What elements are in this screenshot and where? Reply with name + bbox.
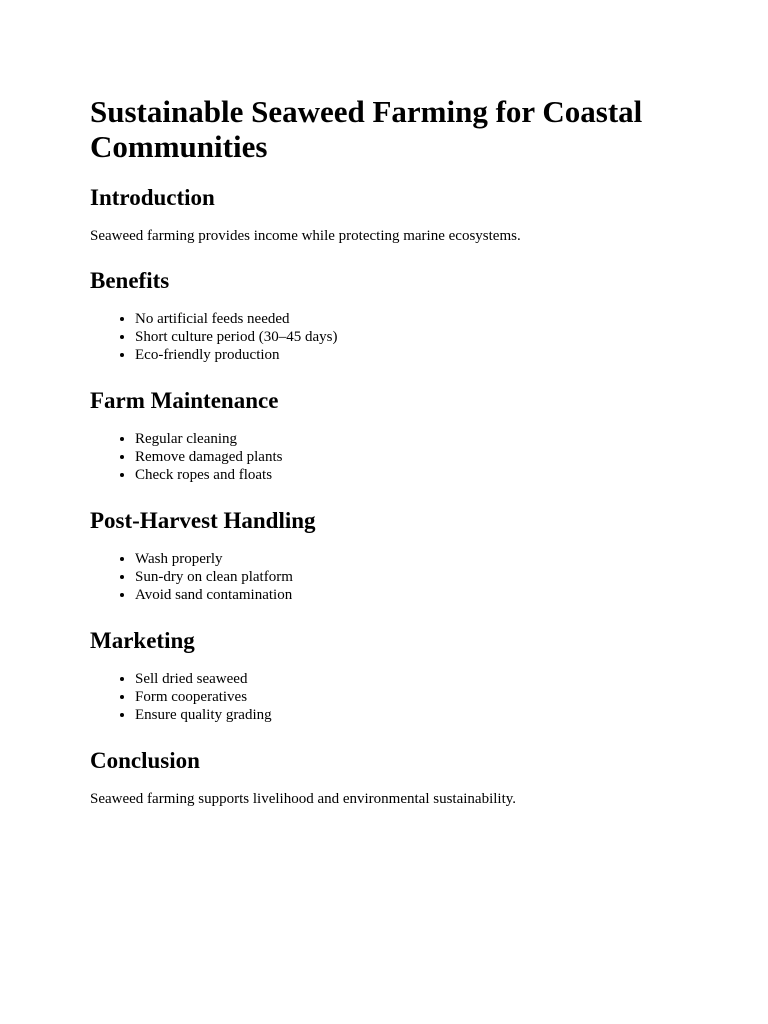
list-item: • Check ropes and floats	[135, 466, 678, 484]
section-heading: Benefits	[90, 268, 170, 293]
section-marketing	[90, 627, 678, 724]
section-heading: Post-Harvest Handling	[90, 508, 316, 533]
list-item: • Eco-friendly production	[135, 346, 678, 364]
section-conclusion	[90, 747, 678, 808]
section-heading: Conclusion	[90, 748, 200, 773]
list-item: • Short culture period (30–45 days)	[135, 328, 678, 346]
list-item: • Wash properly	[135, 550, 678, 568]
document-title: Sustainable Seaweed Farming for Coastal Communities	[90, 94, 643, 164]
section-heading: Marketing	[90, 628, 195, 653]
list-item: • No artificial feeds needed	[135, 310, 678, 328]
bullet-list	[90, 430, 678, 484]
section-farm-maintenance	[90, 387, 678, 484]
bullet-list	[90, 310, 678, 364]
section-paragraph: Seaweed farming supports livelihood and environmental sustainability.	[90, 791, 517, 807]
section-heading: Farm Maintenance	[90, 388, 279, 413]
list-item: • Sell dried seaweed	[135, 670, 678, 688]
section-post-harvest	[90, 507, 678, 604]
list-item: • Remove damaged plants	[135, 448, 678, 466]
list-item: • Avoid sand contamination	[135, 586, 678, 604]
bullet-list	[90, 550, 678, 604]
section-introduction	[90, 184, 678, 245]
list-item: • Regular cleaning	[135, 430, 678, 448]
section-benefits	[90, 267, 678, 364]
list-item: • Form cooperatives	[135, 688, 678, 706]
list-item: • Ensure quality grading	[135, 706, 678, 724]
section-paragraph: Seaweed farming provides income while protecting marine ecosystems.	[90, 228, 521, 244]
section-heading: Introduction	[90, 185, 215, 210]
list-item: • Sun-dry on clean platform	[135, 568, 678, 586]
bullet-list	[90, 670, 678, 724]
